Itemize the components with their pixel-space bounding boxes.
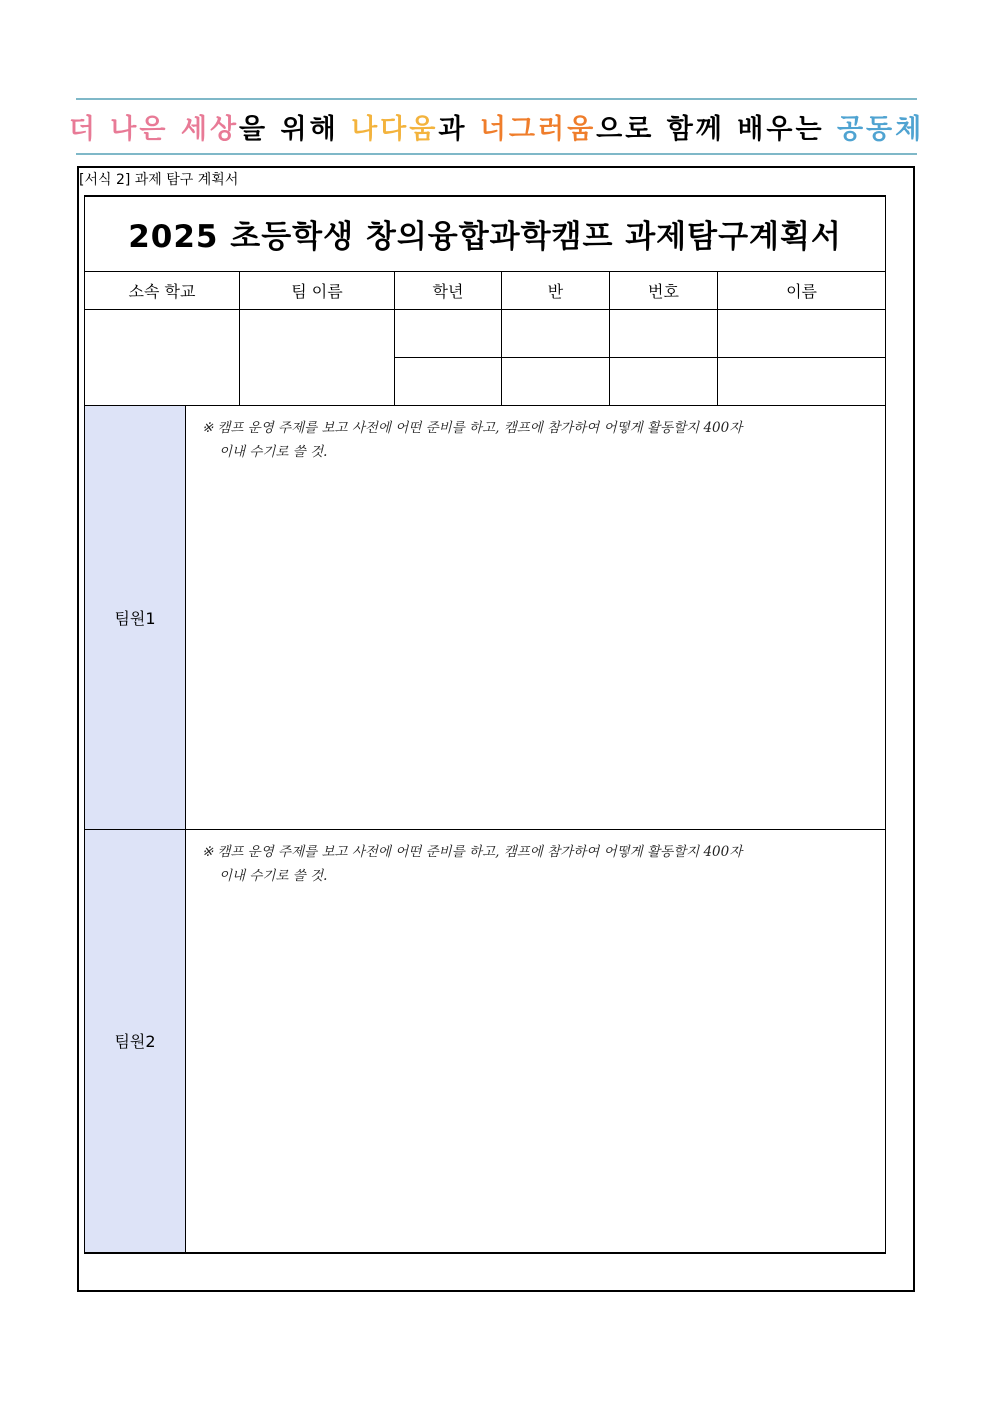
motto-segment: 으로 함께 배우는 — [596, 114, 837, 145]
number-field-1[interactable] — [610, 309, 718, 357]
form-label: [서식 2] 과제 탐구 계획서 — [79, 172, 239, 188]
name-field-1[interactable] — [718, 309, 886, 357]
form-title: 2025 초등학생 창의융합과학캠프 과제탐구계획서 — [85, 196, 886, 271]
note-mark: ※ — [202, 843, 214, 860]
motto-segment: 나다움 — [351, 114, 439, 145]
note-line: 이내 수기로 쓸 것. — [219, 867, 328, 884]
note-line: 캠프 운영 주제를 보고 사전에 어떤 준비를 하고, 캠프에 참가하여 어떻게 활동할지 400자 — [217, 843, 743, 860]
motto-segment: 공동체 — [836, 114, 925, 145]
team-name-field[interactable] — [240, 309, 395, 405]
number-field-2[interactable] — [610, 357, 718, 405]
header-school: 소속 학교 — [85, 271, 240, 309]
member-plan-field-1[interactable] — [186, 405, 886, 829]
instruction-note — [186, 830, 885, 888]
school-field[interactable] — [85, 309, 240, 405]
motto-segment: 을 위해 — [239, 114, 352, 145]
member-label-1: 팀원1 — [85, 405, 186, 829]
grade-field-2[interactable] — [395, 357, 502, 405]
header-class: 반 — [502, 271, 610, 309]
note-line: 캠프 운영 주제를 보고 사전에 어떤 준비를 하고, 캠프에 참가하여 어떻게 활동할지 400자 — [217, 419, 743, 436]
note-line: 이내 수기로 쓸 것. — [219, 443, 328, 460]
note-mark: ※ — [202, 419, 214, 436]
header-grade: 학년 — [395, 271, 502, 309]
plan-form-table — [84, 195, 886, 1254]
motto-banner — [68, 98, 925, 155]
motto-segment: 과 — [438, 114, 480, 145]
header-number: 번호 — [610, 271, 718, 309]
grade-field-1[interactable] — [395, 309, 502, 357]
instruction-note — [186, 406, 885, 464]
class-field-1[interactable] — [502, 309, 610, 357]
member-plan-field-2[interactable] — [186, 829, 886, 1253]
member-label-2: 팀원2 — [85, 829, 186, 1253]
motto-segment: 더 나은 세상 — [68, 114, 240, 145]
name-field-2[interactable] — [718, 357, 886, 405]
header-name: 이름 — [718, 271, 886, 309]
motto-text — [69, 107, 924, 146]
class-field-2[interactable] — [502, 357, 610, 405]
motto-segment: 너그러움 — [479, 114, 597, 145]
header-team-name: 팀 이름 — [240, 271, 395, 309]
